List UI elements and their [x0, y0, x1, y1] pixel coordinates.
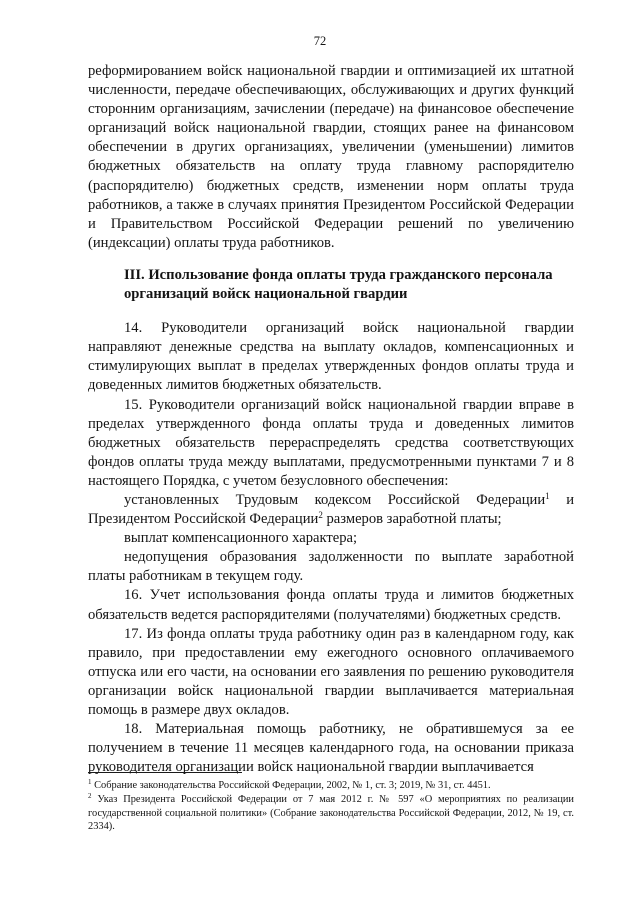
paragraph-15: 15. Руководители организаций войск национальной гвардии вправе в пределах утвержденного фонда оплаты труда и доведенных лимитов бюджетных обязательств перераспределять средства соответствующих фондов оплаты труда между выплатами, предусмотренными пунктами 7 и 8 настоящего Порядка, с учетом безусловного обеспечения: [88, 396, 574, 489]
paragraph-continuation: реформированием войск национальной гвардии и оптимизацией их штатной численности, передаче обеспечивающих, обслуживающих и других функций сторонним организациям, зачислении (передаче) на финансовое обеспечение организаций войск национальной гвардии, стоящих ранее на финансовом обеспечении в других организациях, увеличении (уменьшении) лимитов бюджетных обязательств на оплату труда главному распорядителю (распорядителю) бюджетных средств, изменении норм оплаты труда работников, а также в случаях принятия Президентом Российской Федерации и Правительством Российской Федерации решений по увеличению (индексации) оплаты труда работников. [88, 63, 574, 251]
footnote-ref-2: 2 [318, 510, 323, 521]
paragraph-14: 14. Руководители организаций войск национальной гвардии направляют денежные средства на выплату окладов, компенсационных и стимулирующих выплат в пределах утвержденных фондов оплаты труда и доведенных лимитов бюджетных обязательств. [88, 320, 574, 394]
footnote-ref-1: 1 [545, 490, 550, 501]
footnote-1 [88, 779, 574, 793]
footnote-mark-1: 1 [88, 778, 92, 786]
paragraph-15-item-1-text-c: размеров заработной платы; [322, 511, 502, 528]
document-body [88, 62, 574, 777]
page-number: 72 [313, 34, 327, 48]
footnote-2-text: Указ Президента Российской Федерации от 7 мая 2012 г. № 597 «О мероприятиях по реализации государственной социальной политики» (Собрание законодательства Российской Федерации, 2012, № 19, ст. 2334). [88, 793, 574, 833]
paragraph-16: 16. Учет использования фонда оплаты труда и лимитов бюджетных обязательств ведется распорядителями (получателями) бюджетных средств. [88, 587, 574, 623]
paragraph-15-item-1 [88, 491, 574, 529]
footnote-2 [88, 793, 574, 834]
paragraph-15-item-2: выплат компенсационного характера; [124, 530, 358, 547]
footnote-mark-2: 2 [88, 791, 92, 800]
footnote-divider [88, 772, 242, 773]
paragraph-18: 18. Материальная помощь работнику, не обратившемуся за ее получением в течение 11 месяцев календарного года, на основании приказа руководителя организации войск национальной гвардии выплачивается [88, 721, 574, 776]
section-heading: III. Использование фонда оплаты труда гражданского персонала организаций войск национальной гвардии [124, 266, 553, 303]
paragraph-17: 17. Из фонда оплаты труда работнику один раз в календарном году, как правило, при предоставлении ему ежегодного основного оплачиваемого отпуска или его части, на основании его заявления по решению руководителя организации войск национальной гвардии выплачивается материальная помощь в размере двух окладов. [88, 625, 574, 718]
footnotes [88, 779, 574, 834]
paragraph-15-item-1-text-a: установленных Трудовым кодексом Российской Федерации [124, 491, 546, 508]
paragraph-15-item-3: недопущения образования задолженности по выплате заработной платы работникам в текущем году. [88, 549, 574, 585]
footnote-1-text: Собрание законодательства Российской Федерации, 2002, № 1, ст. 3; 2019, № 31, ст. 4451. [91, 780, 491, 791]
paragraph-15-item-1-text-b: и Президентом Российской Федерации [88, 491, 574, 528]
